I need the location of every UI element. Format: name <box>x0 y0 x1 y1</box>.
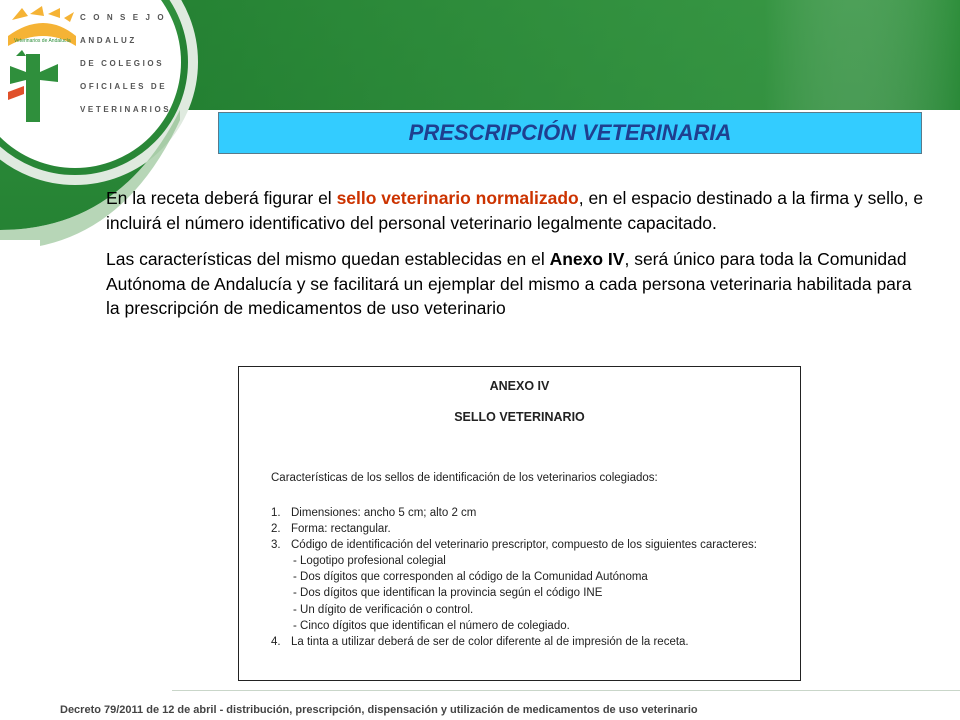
p1-highlight: sello veterinario normalizado <box>336 188 579 208</box>
item-text: Forma: rectangular. <box>291 523 391 536</box>
page-title: PRESCRIPCIÓN VETERINARIA <box>408 120 732 145</box>
item-text: La tinta a utilizar deberá de ser de color diferente al de impresión de la receta. <box>291 635 689 648</box>
logo-word: C O N S E J O <box>80 13 167 22</box>
item-number: 1. <box>271 507 281 519</box>
annex-intro: Características de los sellos de identificación de los veterinarios colegiados: <box>271 472 658 484</box>
list-item <box>271 634 791 650</box>
logo-word: OFICIALES DE <box>80 82 168 91</box>
list-item <box>271 505 791 521</box>
p2-bold: Anexo IV <box>549 249 625 269</box>
sub-item: - Logotipo profesional colegial <box>293 555 446 568</box>
item-number: 2. <box>271 523 281 536</box>
item-number: 3. <box>271 539 281 552</box>
annex-document-image <box>238 366 801 681</box>
logo-sun-text: Veterinarios de Andalucía <box>14 38 71 44</box>
logo-word: ANDALUZ <box>80 36 137 45</box>
sub-item: - Dos dígitos que corresponden al código de la Comunidad Autónoma <box>293 571 648 584</box>
p2-text-start: Las características del mismo quedan establecidas en el <box>106 249 550 269</box>
footer-caption: Decreto 79/2011 de 12 de abril - distribución, prescripción, dispensación y utilización de medicamentos de uso veterinario <box>60 704 698 716</box>
list-item <box>271 537 791 553</box>
annex-heading: ANEXO IV <box>489 379 550 393</box>
item-number: 4. <box>271 635 281 648</box>
paragraph-1 <box>106 186 926 235</box>
slide-body <box>106 186 926 333</box>
footer-divider <box>172 690 960 691</box>
paragraph-2 <box>106 247 926 321</box>
p1-text-end: , en el espacio destinado a la firma y sello, e incluirá el número identificativo del personal veterinario legalmente capacitado. <box>106 188 924 233</box>
sub-item: - Cinco dígitos que identifican el número de colegiado. <box>293 619 570 632</box>
sub-item: - Un dígito de verificación o control. <box>293 603 474 616</box>
p2-text-end: , será único para toda la Comunidad Autónoma de Andalucía y se facilitará un ejemplar del mismo a cada persona veterinaria habilitada para la prescripción de medicamentos de uso veterinario <box>106 249 912 318</box>
logo-wordmark <box>80 6 171 121</box>
list-item <box>271 521 791 537</box>
annex-subheading: SELLO VETERINARIO <box>454 410 585 424</box>
item-text: Código de identificación del veterinario prescriptor, compuesto de los siguientes caracteres: <box>291 539 758 552</box>
sub-item: - Dos dígitos que identifican la provincia según el código INE <box>293 587 603 600</box>
annex-list <box>271 505 791 650</box>
p1-text-start: En la receta deberá figurar el <box>106 188 337 208</box>
item-text: Dimensiones: ancho 5 cm; alto 2 cm <box>291 507 477 519</box>
title-banner <box>218 112 922 154</box>
logo-word: DE COLEGIOS <box>80 59 165 68</box>
logo-word: VETERINARIOS <box>80 105 172 114</box>
